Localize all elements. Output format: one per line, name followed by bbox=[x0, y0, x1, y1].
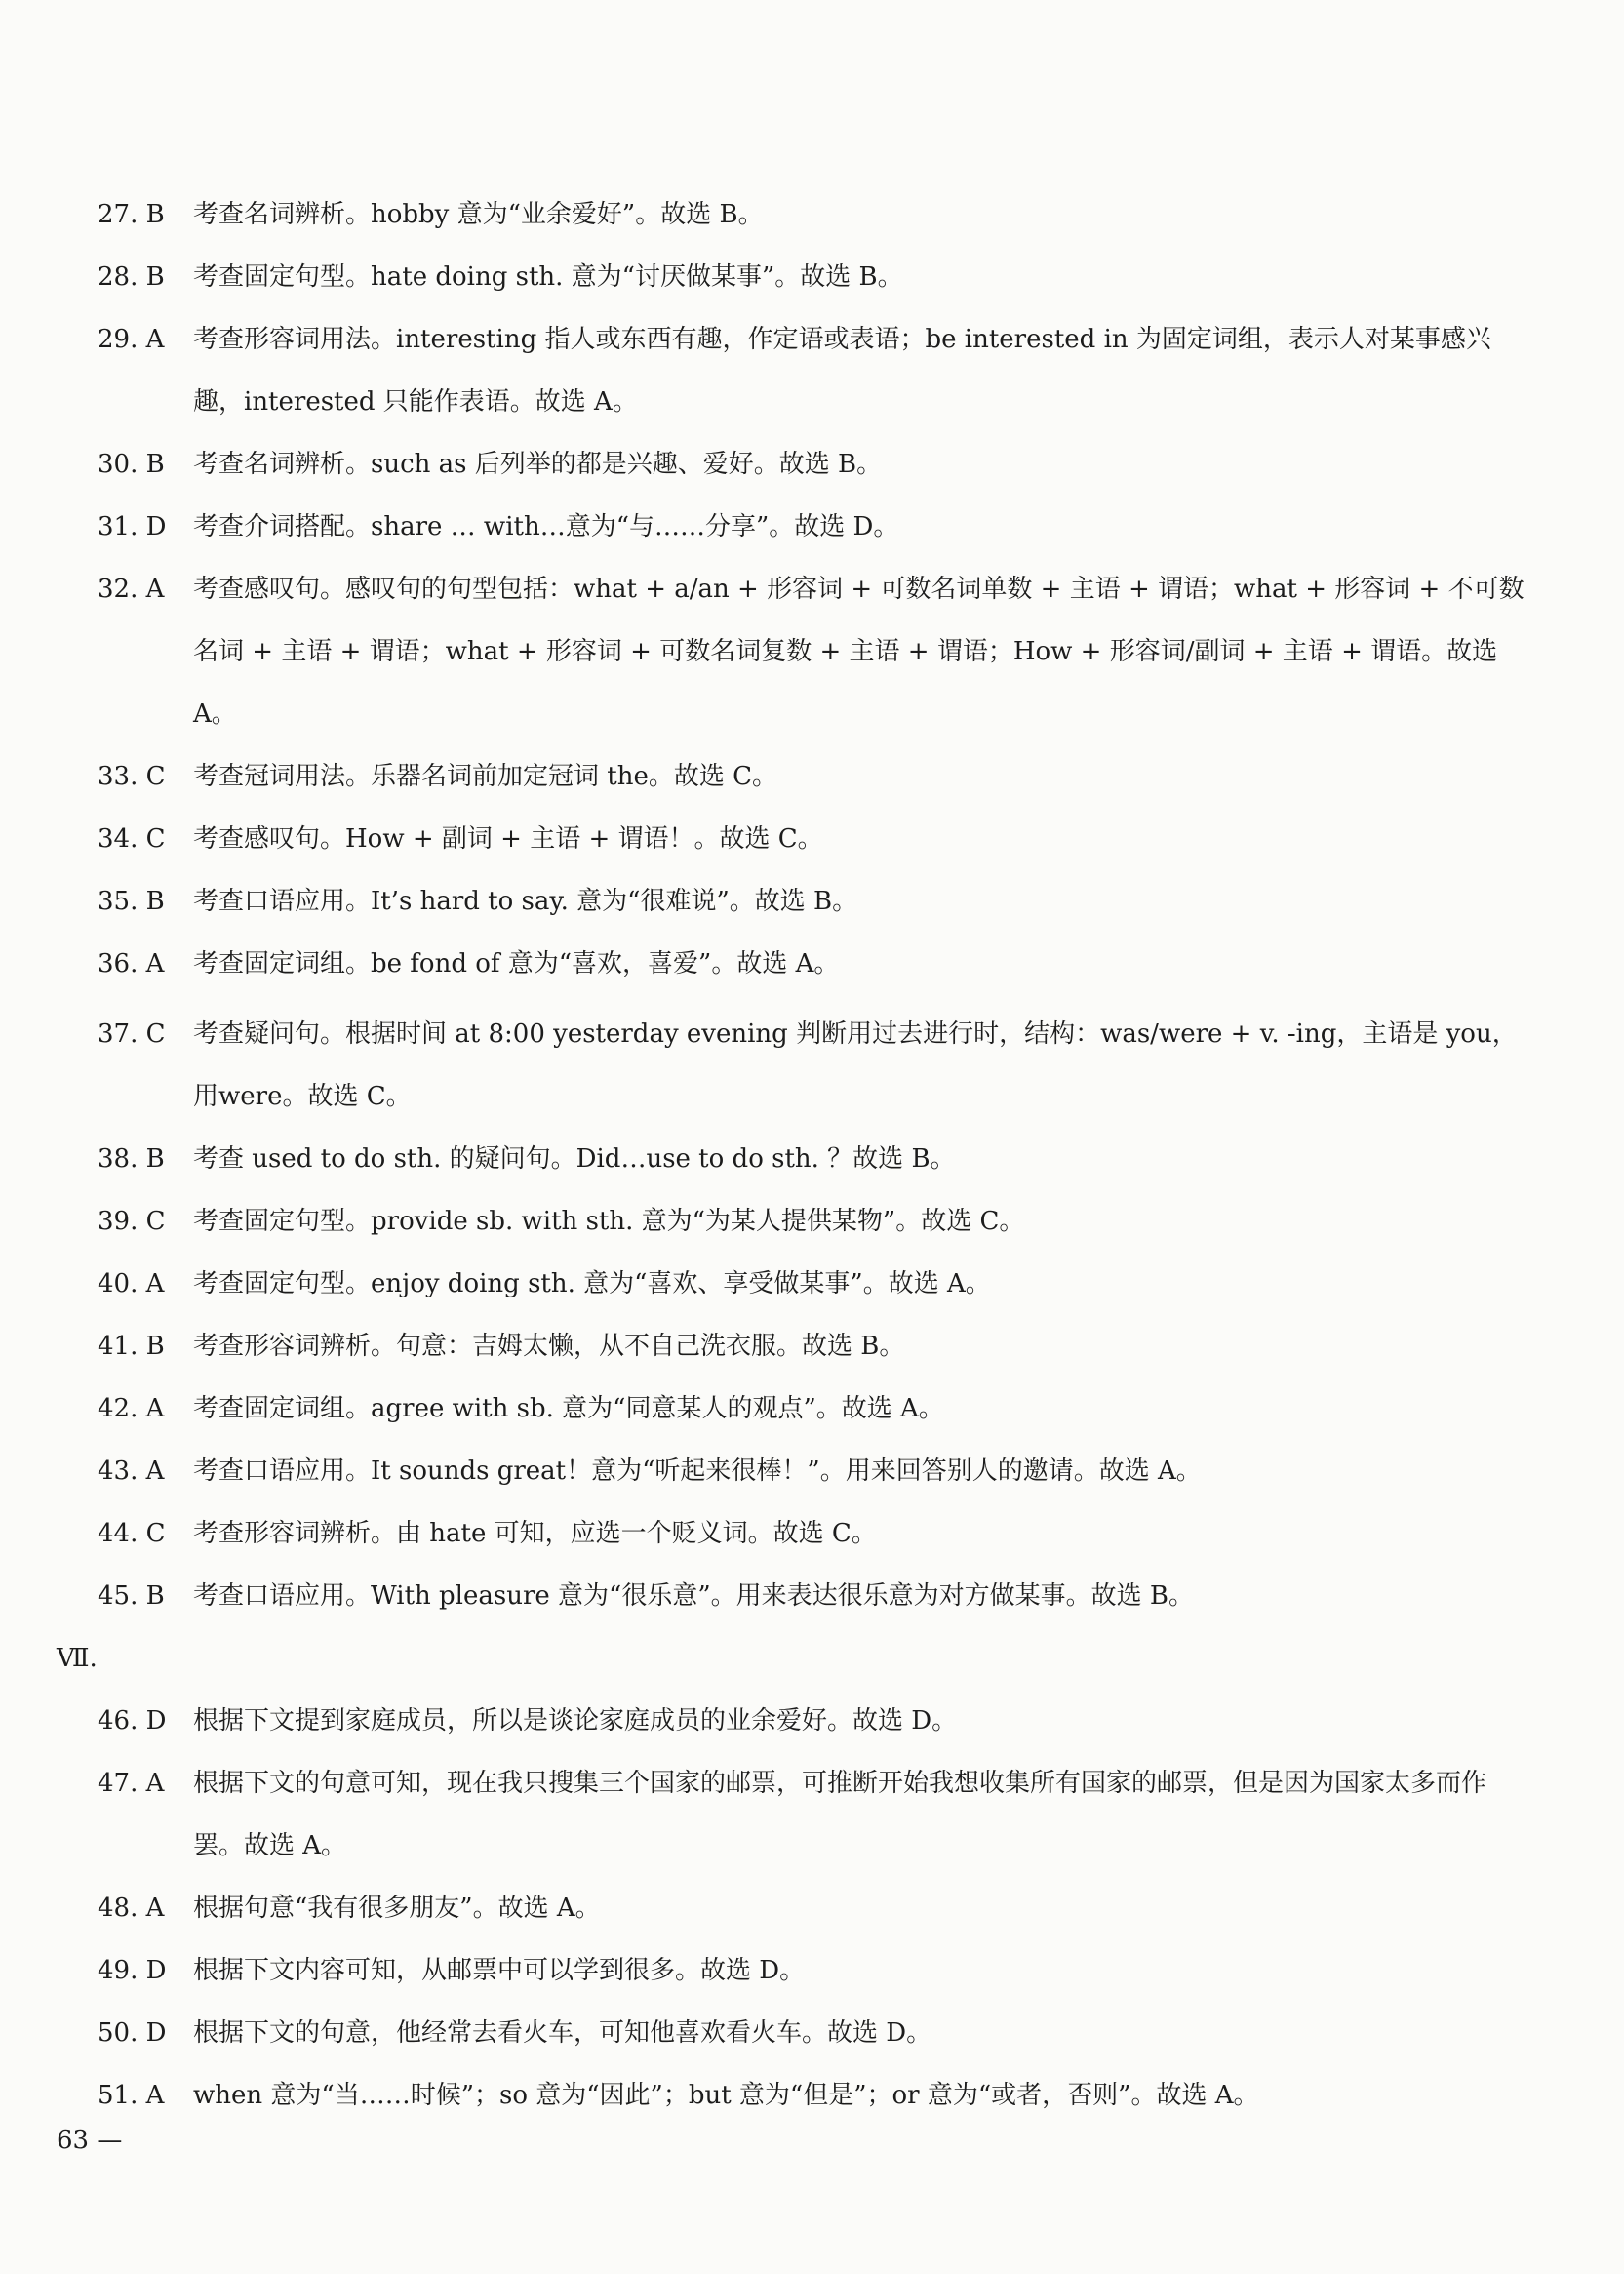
answer-item bbox=[98, 1752, 1531, 1877]
answer-item bbox=[98, 246, 1531, 308]
answer-number: 41. B bbox=[98, 1332, 165, 1361]
answer-explanation: 根据句意“我有很多朋友”。故选 A。 bbox=[193, 1894, 601, 1923]
answer-item bbox=[98, 1128, 1531, 1190]
answer-explanation: 根据下文的句意，他经常去看火车，可知他喜欢看火车。故选 D。 bbox=[193, 2018, 932, 2048]
answer-item bbox=[98, 1502, 1531, 1565]
answer-item bbox=[98, 1565, 1531, 1627]
answer-explanation: 考查口语应用。With pleasure 意为“很乐意”。用来表达很乐意为对方做某事。故选 B。 bbox=[193, 1581, 1195, 1611]
answer-item bbox=[98, 745, 1531, 808]
answer-item bbox=[98, 808, 1531, 870]
answer-explanation: 考查口语应用。It sounds great！意为“听起来很棒！”。用来回答别人的邀请。故选 A。 bbox=[193, 1456, 1202, 1486]
answer-explanation: 根据下文内容可知，从邮票中可以学到很多。故选 D。 bbox=[193, 1956, 806, 1985]
answer-explanation: 考查疑问句。根据时间 at 8:00 yesterday evening 判断用过去进行时，结构：was/were + v. -ing，主语是 you，用were。故选 C。 bbox=[193, 1019, 1518, 1111]
answer-item bbox=[98, 558, 1531, 745]
section-heading: Ⅶ. bbox=[57, 1644, 98, 1673]
answer-explanation: 考查名词辨析。such as 后列举的都是兴趣、爱好。故选 B。 bbox=[193, 450, 883, 479]
answer-number: 46. D bbox=[98, 1706, 167, 1735]
answer-explanation: 考查感叹句。How + 副词 + 主语 + 谓语！。故选 C。 bbox=[193, 824, 823, 854]
answer-item bbox=[98, 1939, 1531, 2002]
answer-number: 45. B bbox=[98, 1581, 165, 1611]
answer-number: 31. D bbox=[98, 512, 167, 541]
answer-item bbox=[98, 1690, 1531, 1752]
answer-item bbox=[98, 496, 1531, 558]
answer-explanation: 考查 used to do sth. 的疑问句。Did…use to do sth. ？故选 B。 bbox=[193, 1144, 956, 1174]
answer-number: 30. B bbox=[98, 450, 165, 479]
answer-item bbox=[98, 1440, 1531, 1502]
answer-number: 49. D bbox=[98, 1956, 167, 1985]
answer-explanation: 考查冠词用法。乐器名词前加定冠词 the。故选 C。 bbox=[193, 762, 778, 791]
answer-explanation: 考查口语应用。It’s hard to say. 意为“很难说”。故选 B。 bbox=[193, 887, 858, 916]
answer-explanation: when 意为“当……时候”；so 意为“因此”；but 意为“但是”；or 意为“或者，否则”。故选 A。 bbox=[193, 2081, 1259, 2110]
answer-explanation: 考查固定词组。agree with sb. 意为“同意某人的观点”。故选 A。 bbox=[193, 1394, 944, 1423]
answer-explanation: 考查感叹句。感叹句的句型包括：what + a/an + 形容词 + 可数名词单数 + 主语 + 谓语；what + 形容词 + 不可数名词 + 主语 + 谓语；what + 形容词 + 可数名词复数 + 主语 + 谓语；How + 形容词/副词 + 主语 + 谓语。故选 A。 bbox=[193, 575, 1525, 729]
answer-number: 40. A bbox=[98, 1269, 165, 1298]
answer-explanation: 考查名词辨析。hobby 意为“业余爱好”。故选 B。 bbox=[193, 200, 764, 229]
answer-item bbox=[98, 870, 1531, 933]
answer-number: 51. A bbox=[98, 2081, 165, 2110]
answer-number: 48. A bbox=[98, 1894, 165, 1923]
answer-explanation: 考查介词搭配。share … with…意为“与……分享”。故选 D。 bbox=[193, 512, 899, 541]
answer-explanation: 考查固定句型。enjoy doing sth. 意为“喜欢、享受做某事”。故选 A。 bbox=[193, 1269, 991, 1298]
answer-item bbox=[98, 933, 1531, 995]
answer-explanation: 根据下文的句意可知，现在我只搜集三个国家的邮票，可推断开始我想收集所有国家的邮票，但是因为国家太多而作罢。故选 A。 bbox=[193, 1769, 1487, 1860]
answer-explanation: 考查固定词组。be fond of 意为“喜欢，喜爱”。故选 A。 bbox=[193, 949, 840, 978]
answer-item bbox=[98, 1003, 1531, 1128]
answer-number: 27. B bbox=[98, 200, 165, 229]
answer-number: 36. A bbox=[98, 949, 165, 978]
answer-number: 33. C bbox=[98, 762, 166, 791]
answer-number: 39. C bbox=[98, 1207, 166, 1236]
answer-item bbox=[98, 2064, 1531, 2127]
answer-explanation: 考查固定句型。hate doing sth. 意为“讨厌做某事”。故选 B。 bbox=[193, 262, 903, 292]
answer-item bbox=[98, 2002, 1531, 2064]
answer-number: 42. A bbox=[98, 1394, 165, 1423]
answer-number: 50. D bbox=[98, 2018, 167, 2048]
answer-item bbox=[98, 308, 1531, 433]
answer-number: 29. A bbox=[98, 325, 165, 354]
answer-explanation: 根据下文提到家庭成员，所以是谈论家庭成员的业余爱好。故选 D。 bbox=[193, 1706, 958, 1735]
answer-number: 32. A bbox=[98, 575, 165, 604]
answer-number: 38. B bbox=[98, 1144, 165, 1174]
answer-number: 43. A bbox=[98, 1456, 165, 1486]
answer-item bbox=[98, 1253, 1531, 1315]
answer-number: 28. B bbox=[98, 262, 165, 292]
answer-explanation: 考查形容词辨析。句意：吉姆太懒，从不自己洗衣服。故选 B。 bbox=[193, 1332, 905, 1361]
answer-number: 47. A bbox=[98, 1769, 165, 1798]
answer-item bbox=[98, 433, 1531, 496]
answer-number: 37. C bbox=[98, 1019, 166, 1049]
answer-number: 35. B bbox=[98, 887, 165, 916]
answer-number: 34. C bbox=[98, 824, 166, 854]
answer-explanation: 考查形容词辨析。由 hate 可知，应选一个贬义词。故选 C。 bbox=[193, 1519, 877, 1548]
answer-number: 44. C bbox=[98, 1519, 166, 1548]
answer-explanation: 考查固定句型。provide sb. with sth. 意为“为某人提供某物”。故选 C。 bbox=[193, 1207, 1025, 1236]
answer-item bbox=[98, 1877, 1531, 1939]
answer-explanation: 考查形容词用法。interesting 指人或东西有趣，作定语或表语；be interested in 为固定词组，表示人对某事感兴趣，interested 只能作表语。故选 A。 bbox=[193, 325, 1491, 417]
answer-item bbox=[98, 1377, 1531, 1440]
answer-item bbox=[98, 183, 1531, 246]
answer-item bbox=[98, 1190, 1531, 1253]
answer-item bbox=[98, 1315, 1531, 1377]
page-number: 63 — bbox=[57, 2126, 123, 2155]
